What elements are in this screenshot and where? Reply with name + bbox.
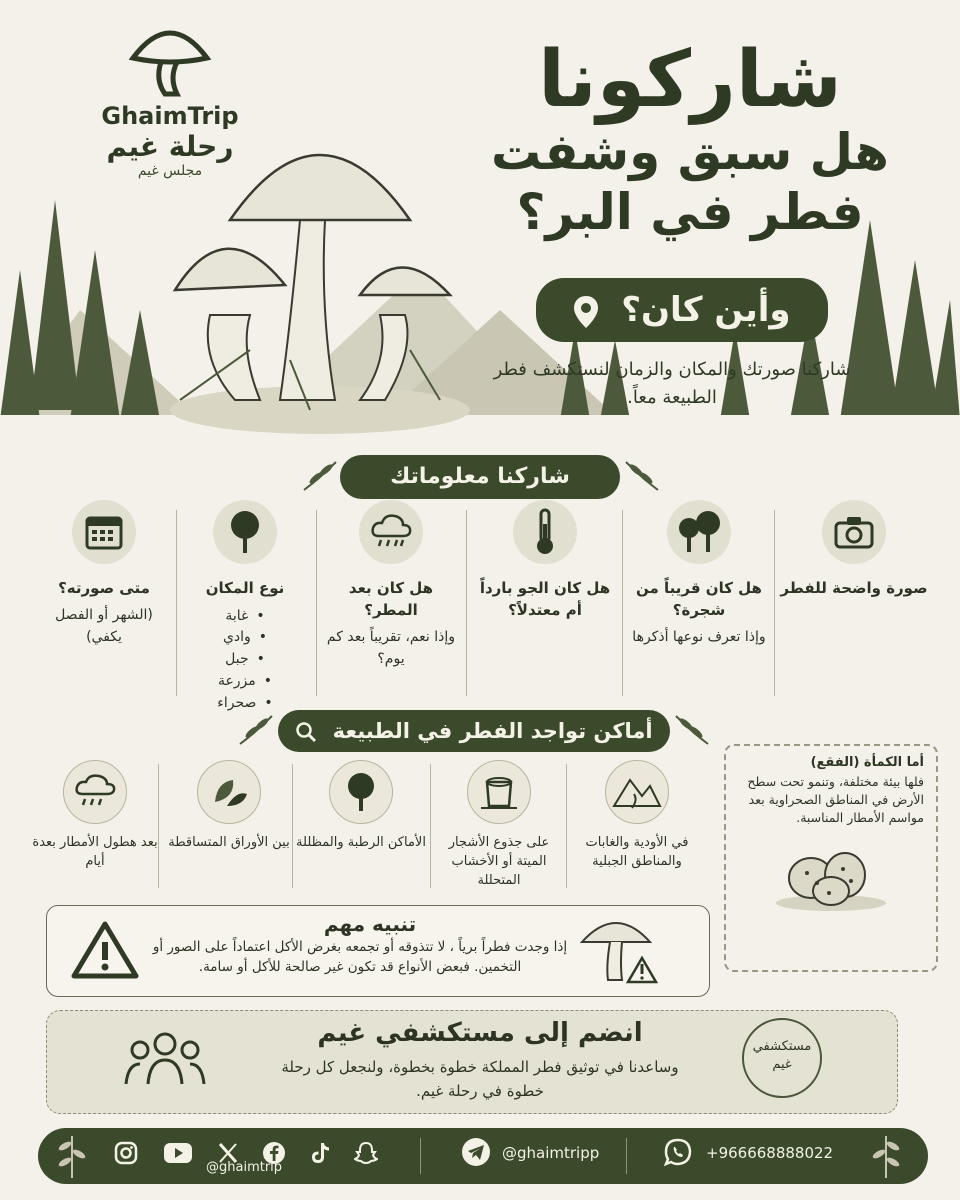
camera-icon (822, 500, 886, 564)
list-item: • صحراء (178, 693, 312, 715)
info-title: هل كان قريباً من شجرة؟ (636, 579, 762, 619)
info-col-tree (626, 500, 772, 696)
list-item: • وادي (178, 627, 312, 649)
place-stump (434, 760, 564, 892)
info-title: هل كان الجو بارداً أم معتدلاً؟ (479, 579, 611, 619)
hero-description: شاركنا صورتك والمكان والزمان لنستكشف فطر الطبيعة معاً. (493, 359, 851, 408)
info-col-date (36, 500, 172, 696)
hero-question-line2: فطر في البر؟ (516, 182, 864, 241)
where-pill (536, 278, 828, 342)
youtube-icon[interactable] (164, 1139, 192, 1167)
phone-number[interactable]: +966668888022 (706, 1144, 834, 1162)
calendar-icon (72, 500, 136, 564)
brand-name: GhaimTrip (101, 102, 239, 130)
info-title: صورة واضحة للفطر (780, 579, 928, 597)
leaf-decoration-left-icon (300, 458, 340, 494)
divider (566, 764, 567, 888)
share-section-title: شاركنا معلوماتك (340, 455, 620, 499)
info-col-photo (778, 500, 930, 696)
info-col-weather (470, 500, 620, 696)
places-title-text: أماكن تواجد الفطر في الطبيعة (332, 719, 653, 743)
stump-icon (467, 760, 531, 824)
info-note: وإذا نعم، تقريباً بعد كم يوم؟ (326, 628, 456, 667)
place-shade (296, 760, 426, 892)
warning-title: تنبيه مهم (323, 912, 417, 936)
shade-tree-icon (329, 760, 393, 824)
thermometer-icon (513, 500, 577, 564)
telegram-handle[interactable]: @ghaimtripp (502, 1144, 600, 1162)
join-title: انضم إلى مستكشفي غيم (317, 1018, 643, 1048)
whatsapp-icon[interactable] (662, 1136, 694, 1168)
list-item: • جبل (178, 649, 312, 671)
divider (626, 1138, 627, 1174)
leaf-decoration-right-icon (622, 458, 662, 494)
place-text: في الأودية والغابات والمناطق الجبلية (585, 835, 689, 869)
tree-icon (213, 500, 277, 564)
leaf-sprig-left-icon (52, 1132, 92, 1180)
trees-icon (667, 500, 731, 564)
info-title: متى صورته؟ (58, 579, 150, 597)
truffle-note-text: فلها بيئة مختلفة، وتنمو تحت سطح الأرض في المناطق الصحراوية بعد مواسم الأمطار المناسبة. (747, 773, 924, 826)
info-title: هل كان بعد المطر؟ (348, 579, 434, 619)
info-col-place-type (178, 500, 312, 711)
leaf-decoration-right-icon (672, 712, 712, 748)
hero-question-line1: هل سبق وشفت (491, 122, 889, 181)
rain-cloud-icon (359, 500, 423, 564)
place-leaves (164, 760, 294, 892)
search-icon (295, 721, 317, 743)
truffle-note-title: أما الكمأة (الفقع) (810, 755, 924, 770)
divider (774, 510, 775, 696)
where-label: وأين كان؟ (621, 290, 791, 330)
divider (176, 510, 177, 696)
social-handle[interactable]: @ghaimtrip (206, 1160, 283, 1175)
explorers-badge: مستكشفي غيم (742, 1018, 822, 1098)
mushroom-logo-icon (125, 18, 215, 98)
location-pin-icon (573, 295, 599, 329)
group-people-icon (120, 1028, 210, 1088)
divider (622, 510, 623, 696)
valley-icon (605, 760, 669, 824)
info-col-rain (320, 500, 462, 696)
divider (420, 1138, 421, 1174)
info-note: (الشهر أو الفصل يكفي) (55, 606, 153, 646)
tiktok-icon[interactable] (306, 1139, 334, 1167)
hero-headline: شاركونا (538, 35, 842, 125)
divider (430, 764, 431, 888)
place-rain (30, 760, 160, 892)
list-item: • مزرعة (178, 671, 312, 693)
rain-icon (63, 760, 127, 824)
truffle-note-box (724, 744, 938, 972)
telegram-icon[interactable] (460, 1136, 492, 1168)
brand-name-arabic: رحلة غيم (106, 130, 234, 163)
hero-title (470, 35, 910, 242)
place-text: بعد هطول الأمطار بعدة أيام (32, 835, 158, 869)
join-text: وساعدنا في توثيق فطر المملكة خطوة بخطوة، ولنجعل كل رحلة خطوة في رحلة غيم. (281, 1058, 679, 1100)
mushroom-warning-illustration-icon (576, 908, 660, 988)
leaves-icon (197, 760, 261, 824)
leaf-decoration-left-icon (236, 712, 276, 748)
brand-subtitle: مجلس غيم (137, 163, 203, 179)
divider (316, 510, 317, 696)
divider (466, 510, 467, 696)
place-valley (572, 760, 702, 892)
truffle-illustration-icon (771, 833, 891, 913)
places-section-title (278, 710, 670, 752)
list-item: • غابة (178, 606, 312, 628)
place-text: على جذوع الأشجار الميتة أو الأخشاب المتحللة (448, 835, 550, 888)
place-type-list (178, 606, 312, 714)
leaf-sprig-right-icon (866, 1132, 906, 1180)
place-text: الأماكن الرطبة والمظللة (296, 835, 426, 850)
warning-text: إذا وجدت فطراً برياً ، لا تتذوقه أو تجمعه بغرض الأكل اعتماداً على الصور أو التخمين. فبعض الأنواع قد تكون غير صالحة للأكل أو سامة. (152, 939, 568, 975)
place-text: بين الأوراق المتساقطة (168, 835, 290, 850)
info-note: وإذا تعرف نوعها أذكرها (632, 628, 766, 645)
info-title: نوع المكان (205, 579, 285, 597)
brand-logo (70, 18, 270, 179)
warning-triangle-icon (70, 920, 140, 980)
snapchat-icon[interactable] (352, 1139, 380, 1167)
instagram-icon[interactable] (112, 1139, 140, 1167)
